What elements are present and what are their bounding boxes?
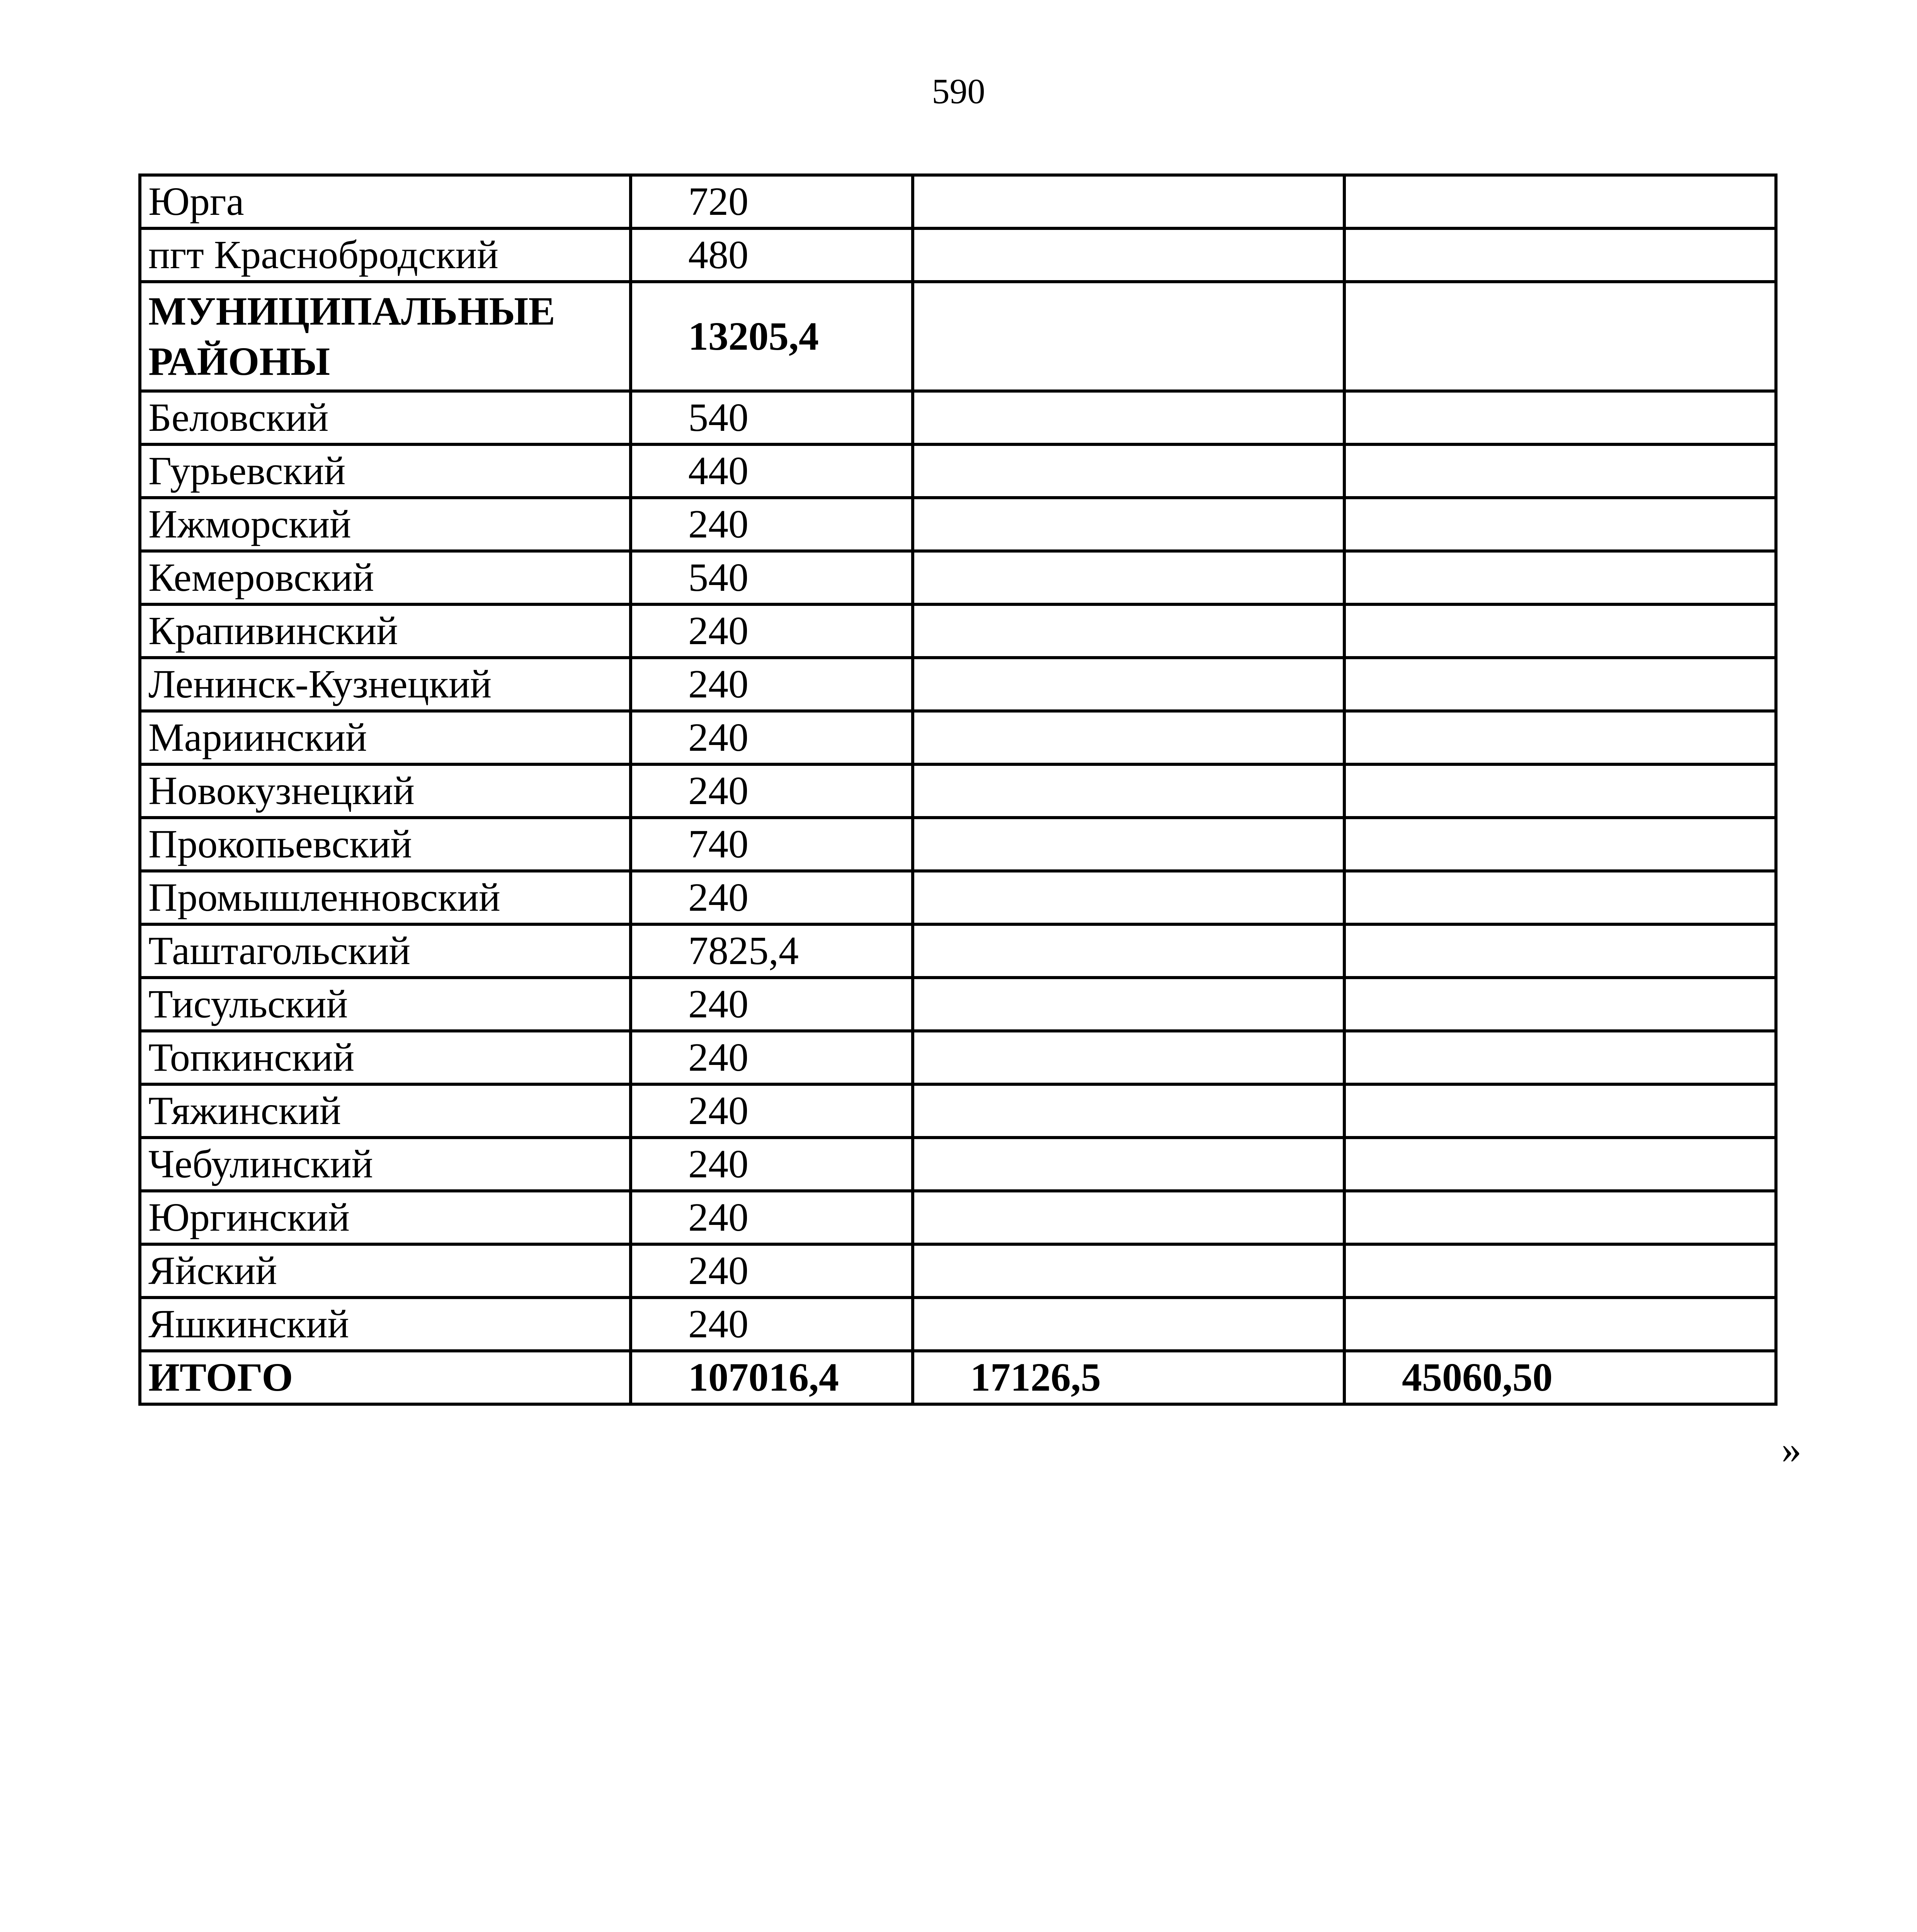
row-name: Таштагольский <box>140 924 631 978</box>
row-name: Тисульский <box>140 978 631 1031</box>
row-value-1: 13205,4 <box>631 282 913 391</box>
row-name: Кемеровский <box>140 551 631 604</box>
row-value-3 <box>1344 1191 1776 1244</box>
row-name: Юрга <box>140 175 631 228</box>
row-name: МУНИЦИПАЛЬНЫЕ РАЙОНЫ <box>140 282 631 391</box>
row-name: Ижморский <box>140 498 631 551</box>
row-name: Яшкинский <box>140 1298 631 1351</box>
row-value-3 <box>1344 498 1776 551</box>
row-value-1: 540 <box>631 391 913 444</box>
row-name: Новокузнецкий <box>140 764 631 818</box>
row-value-2 <box>913 498 1344 551</box>
row-value-2 <box>913 1031 1344 1084</box>
row-value-1: 720 <box>631 175 913 228</box>
row-value-3 <box>1344 444 1776 498</box>
total-value-2: 17126,5 <box>913 1351 1344 1404</box>
total-value-3: 45060,50 <box>1344 1351 1776 1404</box>
row-value-1: 240 <box>631 1298 913 1351</box>
row-value-1: 240 <box>631 1191 913 1244</box>
table-row <box>140 1298 1776 1351</box>
data-table <box>138 173 1778 1406</box>
row-value-3 <box>1344 1244 1776 1298</box>
table-row <box>140 1031 1776 1084</box>
row-value-2 <box>913 604 1344 658</box>
row-name: Юргинский <box>140 1191 631 1244</box>
row-value-1: 240 <box>631 871 913 924</box>
row-value-2 <box>913 924 1344 978</box>
row-value-1: 540 <box>631 551 913 604</box>
row-name: Прокопьевский <box>140 818 631 871</box>
row-value-3 <box>1344 1298 1776 1351</box>
row-value-1: 7825,4 <box>631 924 913 978</box>
table-row <box>140 551 1776 604</box>
row-value-2 <box>913 444 1344 498</box>
table-row <box>140 604 1776 658</box>
row-name: Гурьевский <box>140 444 631 498</box>
page-number: 590 <box>932 71 985 111</box>
row-value-2 <box>913 658 1344 711</box>
row-value-1: 480 <box>631 228 913 282</box>
row-value-2 <box>913 1298 1344 1351</box>
row-name: пгт Краснобродский <box>140 228 631 282</box>
row-value-3 <box>1344 604 1776 658</box>
row-value-3 <box>1344 228 1776 282</box>
row-value-3 <box>1344 818 1776 871</box>
total-value-1: 107016,4 <box>631 1351 913 1404</box>
table-row <box>140 764 1776 818</box>
row-value-1: 740 <box>631 818 913 871</box>
table-row <box>140 1191 1776 1244</box>
table-row <box>140 871 1776 924</box>
table-row <box>140 978 1776 1031</box>
row-value-3 <box>1344 175 1776 228</box>
row-value-3 <box>1344 1084 1776 1138</box>
row-value-1: 240 <box>631 711 913 764</box>
row-name: Яйский <box>140 1244 631 1298</box>
row-value-2 <box>913 391 1344 444</box>
row-value-2 <box>913 551 1344 604</box>
row-value-2 <box>913 711 1344 764</box>
table-row <box>140 228 1776 282</box>
table-row <box>140 1244 1776 1298</box>
table-row-section <box>140 282 1776 391</box>
row-value-1: 240 <box>631 1244 913 1298</box>
row-value-1: 240 <box>631 1031 913 1084</box>
row-value-1: 240 <box>631 764 913 818</box>
table-row <box>140 924 1776 978</box>
row-value-3 <box>1344 282 1776 391</box>
row-value-2 <box>913 282 1344 391</box>
row-value-1: 240 <box>631 498 913 551</box>
row-name: Мариинский <box>140 711 631 764</box>
table-row <box>140 1138 1776 1191</box>
row-value-2 <box>913 175 1344 228</box>
row-value-2 <box>913 764 1344 818</box>
row-value-3 <box>1344 1138 1776 1191</box>
table-row-total <box>140 1351 1776 1404</box>
row-value-1: 240 <box>631 658 913 711</box>
row-value-1: 240 <box>631 978 913 1031</box>
row-name: Ленинск-Кузнецкий <box>140 658 631 711</box>
row-value-3 <box>1344 551 1776 604</box>
row-value-1: 440 <box>631 444 913 498</box>
row-value-3 <box>1344 978 1776 1031</box>
row-value-3 <box>1344 764 1776 818</box>
row-value-2 <box>913 1084 1344 1138</box>
row-value-2 <box>913 228 1344 282</box>
row-value-2 <box>913 1191 1344 1244</box>
row-value-2 <box>913 1138 1344 1191</box>
table-row <box>140 391 1776 444</box>
closing-quote: » <box>1781 1427 1801 1472</box>
row-value-1: 240 <box>631 1084 913 1138</box>
row-name: Чебулинский <box>140 1138 631 1191</box>
table-row <box>140 711 1776 764</box>
row-value-3 <box>1344 711 1776 764</box>
row-value-2 <box>913 978 1344 1031</box>
row-value-1: 240 <box>631 604 913 658</box>
row-name: Тяжинский <box>140 1084 631 1138</box>
row-name: Крапивинский <box>140 604 631 658</box>
row-name: Топкинский <box>140 1031 631 1084</box>
row-name: Беловский <box>140 391 631 444</box>
table-row <box>140 175 1776 228</box>
table-row <box>140 498 1776 551</box>
row-value-3 <box>1344 658 1776 711</box>
row-value-3 <box>1344 871 1776 924</box>
total-label: ИТОГО <box>140 1351 631 1404</box>
row-value-2 <box>913 1244 1344 1298</box>
row-value-2 <box>913 818 1344 871</box>
row-name: Промышленновский <box>140 871 631 924</box>
table-row <box>140 1084 1776 1138</box>
row-value-3 <box>1344 391 1776 444</box>
row-value-2 <box>913 871 1344 924</box>
row-value-3 <box>1344 924 1776 978</box>
table-row <box>140 658 1776 711</box>
table-row <box>140 818 1776 871</box>
table-row <box>140 444 1776 498</box>
row-value-1: 240 <box>631 1138 913 1191</box>
row-value-3 <box>1344 1031 1776 1084</box>
